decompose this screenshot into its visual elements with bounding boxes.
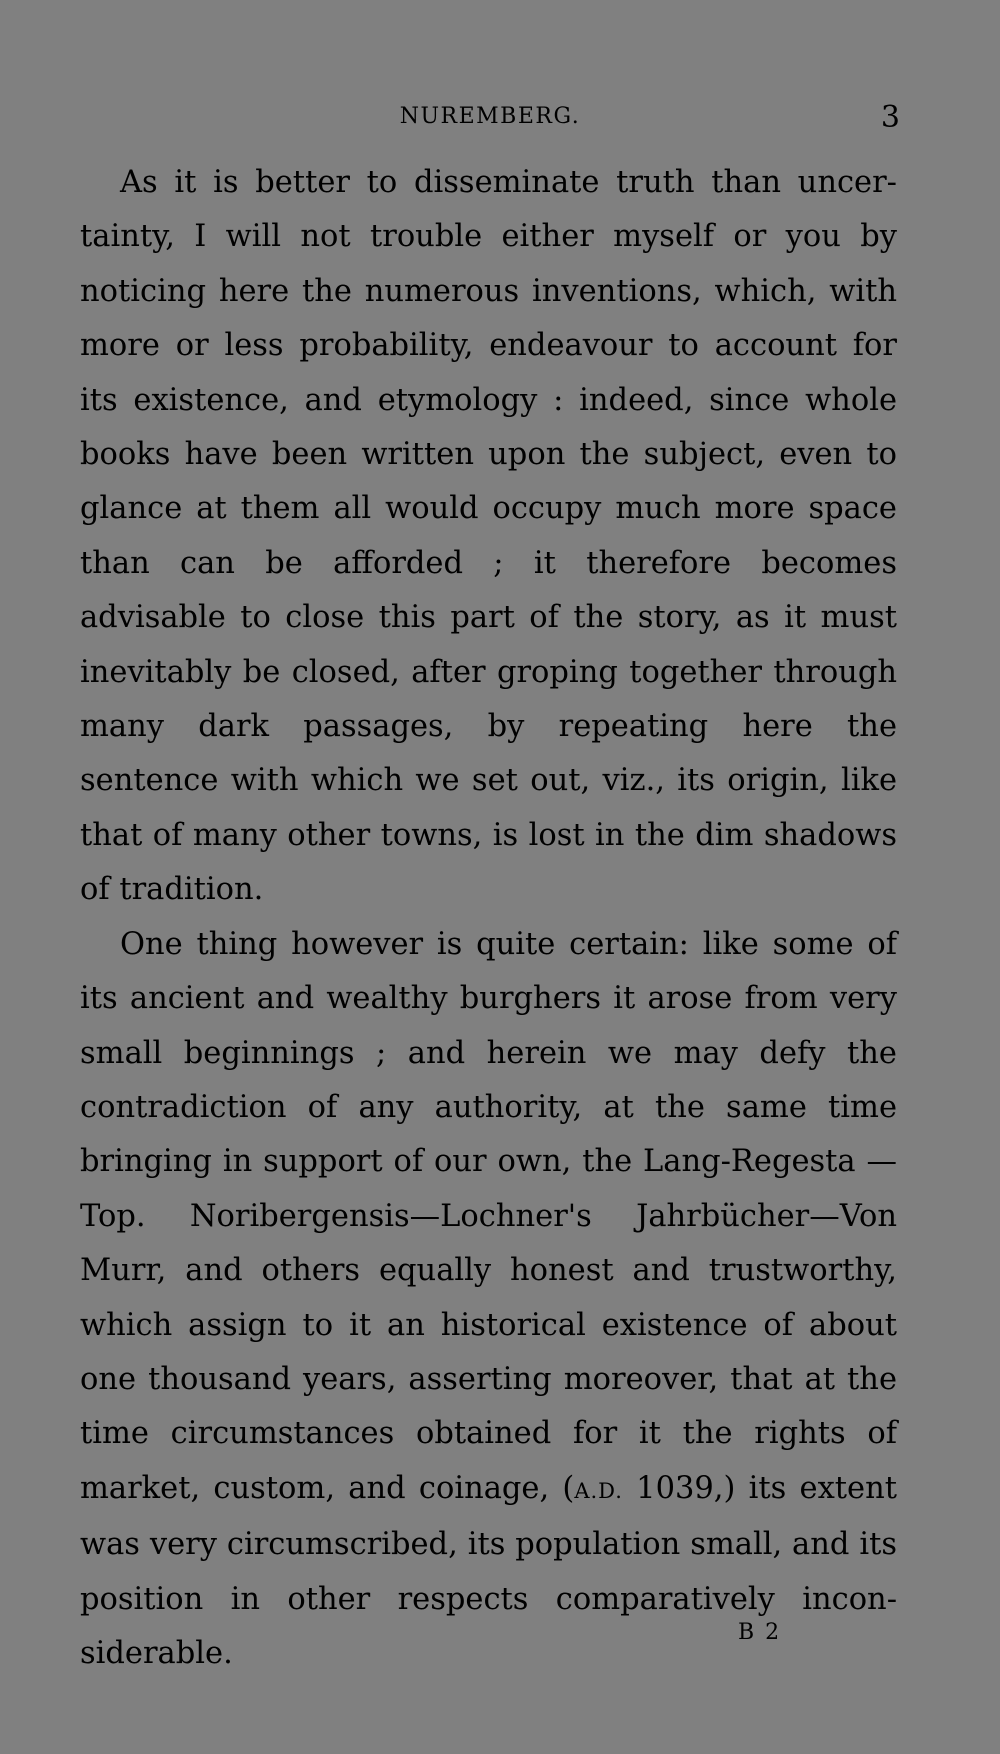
body-text (80, 156, 897, 1681)
running-head (80, 100, 900, 140)
running-title: NUREMBERG. (399, 104, 581, 129)
era-abbreviation: A.D. (574, 1478, 623, 1503)
paragraph-2-text-after: 1039,) its extent was very circumscribed, its population small, and its position in other respects comparatively incon-siderable. (80, 1470, 897, 1671)
paragraph-2-text-before: One thing however is quite certain: like some of its ancient and wealthy burghers it arose from very small beginnings ; and herein we may defy the contradiction of any authority, at the same time bringing in support of our own, the Lang-Regesta —Top. Noribergensis—Lochner's Jahrbücher—Von Murr, and others equally honest and trustworthy, which assign to it an historical existence of about one thousand years, asserting moreover, that at the time circumstances obtained for it the rights of market, custom, and coinage, ( (80, 926, 897, 1506)
page-number: 3 (880, 100, 900, 135)
paragraph-1: As it is better to disseminate truth than uncer-tainty, I will not trouble either myself or you by noticing here the numerous inventions, which, with more or less probability, endeavour to account for its existence, and etymology : indeed, since whole books have been written upon the subject, even to glance at them all would occupy much more space than can be afforded ; it therefore becomes advisable to close this part of the story, as it must inevitably be closed, after groping together through many dark passages, by repeating here the sentence with which we set out, viz., its origin, like that of many other towns, is lost in the dim shadows of tradition. (80, 165, 897, 908)
signature-mark: B 2 (738, 1620, 782, 1645)
paragraph-2 (80, 918, 897, 1682)
